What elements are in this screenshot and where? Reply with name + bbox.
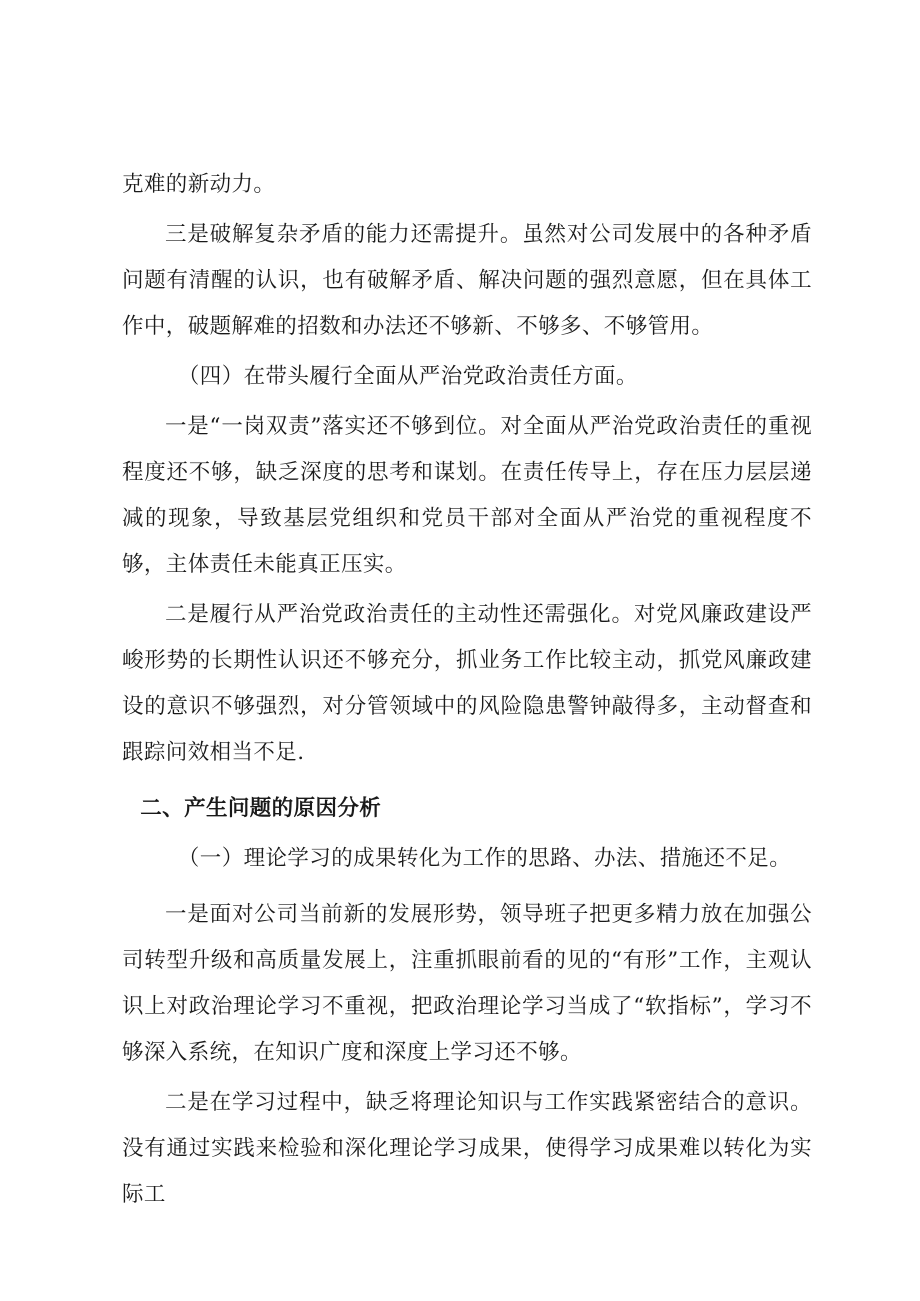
paragraph-point-two-responsibility: 二是履行从严治党政治责任的主动性还需强化。对党风廉政建设严峻形势的长期性认识还不够充分，抓业务工作比较主动，抓党风廉政建设的意识不够强烈，对分管领域中的风险隐患警钟敲得多，主动督查和跟踪问效相当不足. [122, 602, 812, 765]
paragraph-point-one-study: 一是面对公司当前新的发展形势，领导班子把更多精力放在加强公司转型升级和高质量发展上，注重抓眼前看的见的“有形”工作，主观认识上对政治理论学习不重视，把政治理论学习当成了“软指标”，学习不够深入系统，在知识广度和深度上学习还不够。 [122, 902, 812, 1065]
paragraph-point-two-study: 二是在学习过程中，缺乏将理论知识与工作实践紧密结合的意识。没有通过实践来检验和深化理论学习成果，使得学习成果难以转化为实际工 [122, 1090, 812, 1207]
subheading-section-one: （一）理论学习的成果转化为工作的思路、办法、措施还不足。 [177, 846, 792, 871]
paragraph-point-one-responsibility: 一是“一岗双责”落实还不够到位。对全面从严治党政治责任的重视程度还不够，缺乏深度的思考和谋划。在责任传导上，存在压力层层递减的现象，导致基层党组织和党员干部对全面从严治党的重视程度不够，主体责任未能真正压实。 [122, 414, 812, 577]
section-heading-cause-analysis: 二、产生问题的原因分析 [140, 796, 382, 821]
subheading-section-four: （四）在带头履行全面从严治党政治责任方面。 [177, 364, 638, 389]
document-body [122, 162, 812, 1218]
paragraph-point-three: 三是破解复杂矛盾的能力还需提升。虽然对公司发展中的各种矛盾问题有清醒的认识，也有破解矛盾、解决问题的强烈意愿，但在具体工作中，破题解难的招数和办法还不够新、不够多、不够管用。 [122, 222, 812, 339]
paragraph-continuation: 克难的新动力。 [122, 172, 276, 197]
